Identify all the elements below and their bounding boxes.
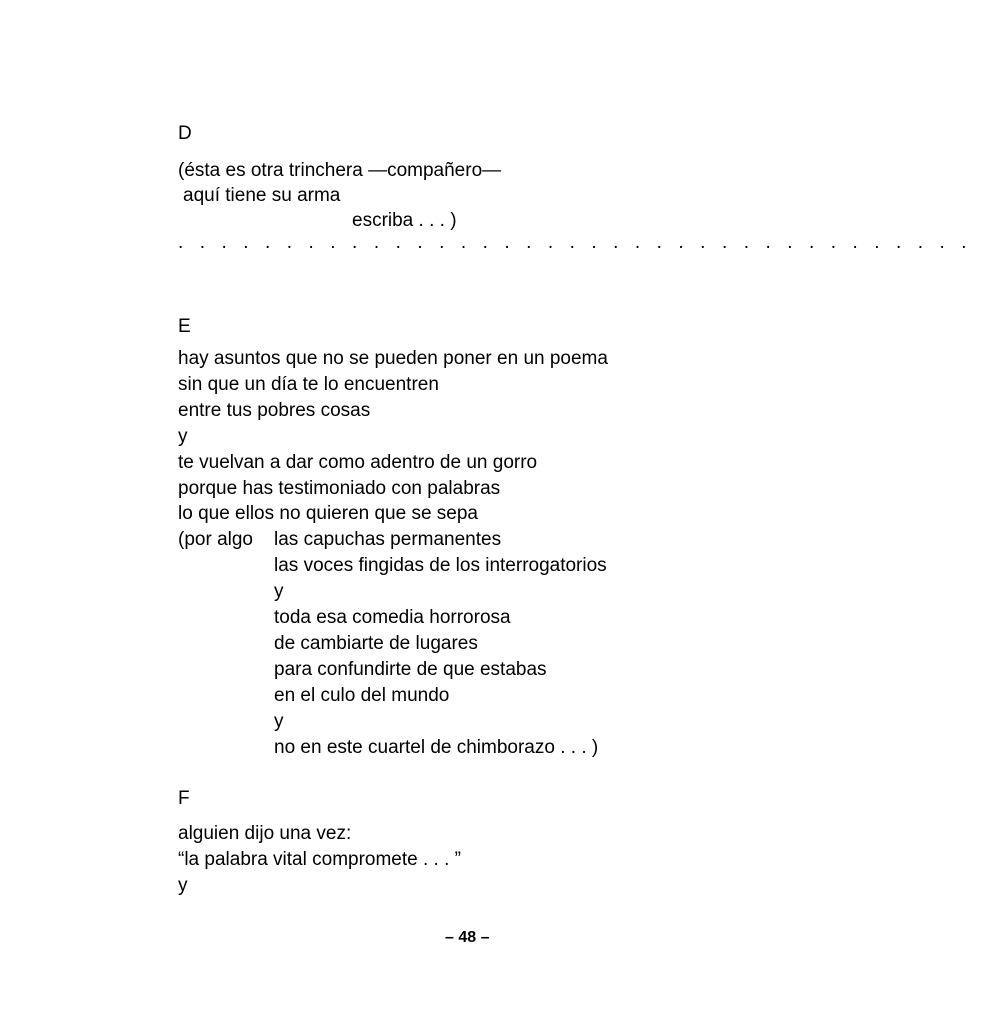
poem-line: y [274,711,284,732]
section-d-letter: D [178,123,192,144]
poem-line: “la palabra vital compromete . . . ” [178,849,461,870]
poem-line: no en este cuartel de chimborazo . . . ) [274,737,599,758]
poem-line: sin que un día te lo encuentren [178,374,439,395]
page-number: – 48 – [445,929,490,946]
poem-line: las voces fingidas de los interrogatorios [274,555,607,576]
poem-line: y [274,581,284,602]
poem-line: y [178,426,188,447]
dotted-separator: . . . . . . . . . . . . . . . . . . . . . . . . . . . . . . . . . . . . . [178,232,973,253]
poem-line: lo que ellos no quieren que se sepa [178,503,479,524]
poem-line: escriba . . . ) [352,210,457,231]
poem-line: (por algo [178,529,253,550]
poem-line: te vuelvan a dar como adentro de un gorro [178,452,538,473]
poem-line: las capuchas permanentes [274,529,502,550]
poem-line: alguien dijo una vez: [178,823,352,844]
poem-line: de cambiarte de lugares [274,633,478,654]
poem-line: entre tus pobres cosas [178,400,371,421]
poem-line: y [178,875,188,896]
poem-line: toda esa comedia horrorosa [274,607,511,628]
poem-line: hay asuntos que no se pueden poner en un poema [178,348,608,369]
poem-line: porque has testimoniado con palabras [178,478,501,499]
poem-line: (ésta es otra trinchera —compañero— [178,160,502,181]
poem-line: para confundirte de que estabas [274,659,547,680]
poem-line: en el culo del mundo [274,685,450,706]
poem-line: aquí tiene su arma [183,185,341,206]
section-f-letter: F [178,788,190,809]
section-e-letter: E [178,316,191,337]
